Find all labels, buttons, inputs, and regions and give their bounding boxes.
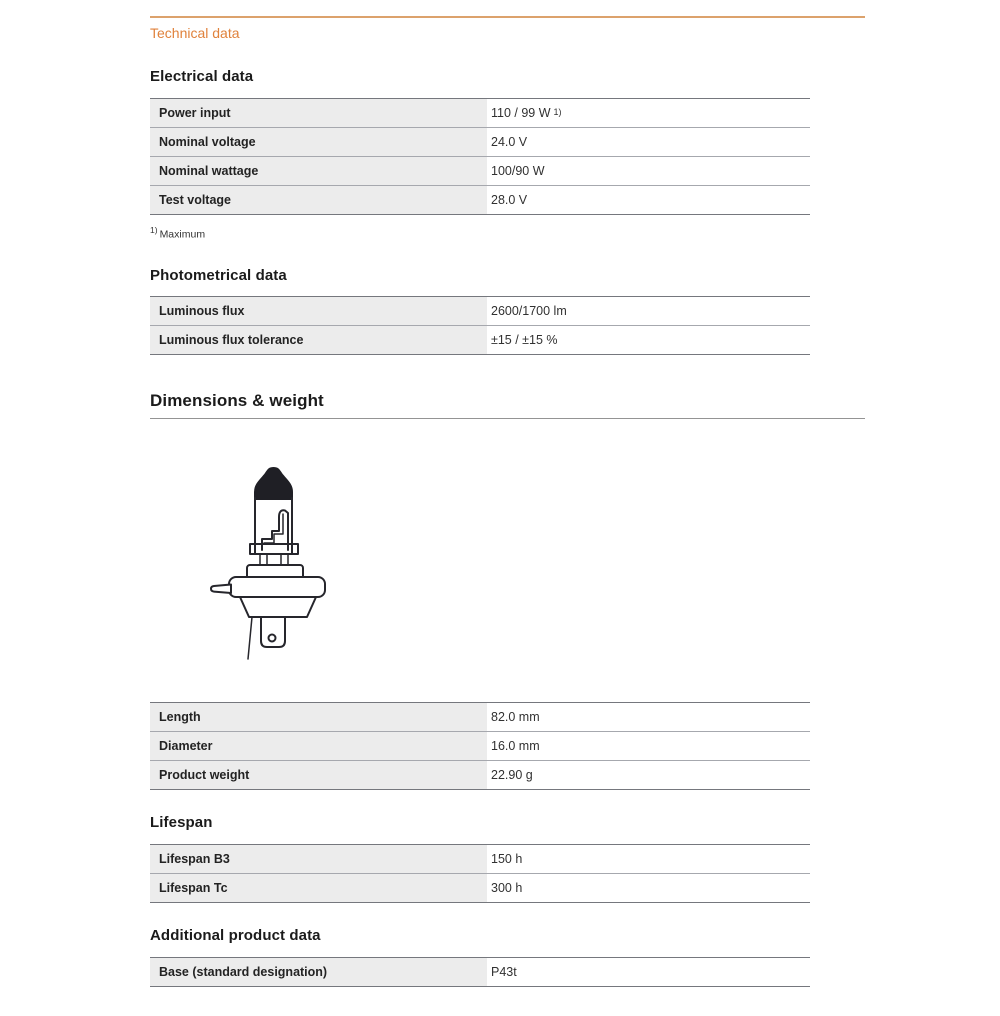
section-title-additional-product-data: Additional product data [150,926,321,944]
bulb-wire [248,617,252,659]
dimensions-table [150,702,810,790]
table-row-lifespan-tc [150,874,810,902]
row-label: Power input [150,99,487,127]
row-label: Product weight [150,761,487,789]
row-label: Base (standard designation) [150,958,487,986]
table-row-luminous-flux-tolerance [150,326,810,354]
table-row-product-weight [150,761,810,789]
bulb-flange [229,577,325,597]
row-value: 2600/1700 lm [491,303,567,318]
table-row-power-input [150,99,810,128]
row-label: Lifespan B3 [150,845,487,873]
electrical-data-table [150,98,810,215]
photometrical-data-table [150,296,810,355]
section-divider [150,418,865,419]
row-value: 300 h [491,880,523,895]
row-label: Luminous flux [150,297,487,325]
additional-product-data-table [150,957,810,987]
table-row-length [150,703,810,732]
footnote-marker: 1) [150,225,158,235]
row-label: Nominal voltage [150,128,487,156]
table-row-diameter [150,732,810,761]
row-label: Luminous flux tolerance [150,326,487,354]
bulb-glass [255,498,292,554]
footnote-text: Maximum [159,228,206,241]
lifespan-table [150,844,810,903]
row-value: ±15 / ±15 % [491,332,558,347]
bulb-tip [255,468,292,499]
row-value: 150 h [491,851,523,866]
technical-data-page [150,16,865,987]
bulb-crossbar [250,544,298,554]
section-title-lifespan: Lifespan [150,813,213,831]
table-row-luminous-flux [150,297,810,326]
bulb-base-hole [269,634,276,641]
row-label: Length [150,703,487,731]
section-title-electrical-data: Electrical data [150,68,254,85]
row-value: 16.0 mm [491,738,540,753]
row-value: 82.0 mm [491,709,540,724]
table-row-nominal-voltage [150,128,810,157]
footnote-maximum [150,223,865,242]
row-value: 28.0 V [491,193,528,207]
row-value: 24.0 V [491,135,528,149]
table-row-base-designation [150,958,810,986]
row-value: 22.90 g [491,767,533,782]
section-title-dimensions-weight: Dimensions & weight [150,390,324,410]
row-label: Test voltage [150,186,487,214]
bulb-body [240,597,316,617]
bulb-pins [260,554,288,565]
table-row-nominal-wattage [150,157,810,186]
row-value-text: 110 / 99 W [491,106,551,120]
h4-bulb-drawing-icon [200,456,360,671]
bulb-base [261,617,285,647]
table-row-lifespan-b3 [150,845,810,874]
footnote-marker: 1) [553,106,562,117]
row-value: 100/90 W [491,164,545,178]
table-row-test-voltage [150,186,810,214]
bulb-tab [211,584,231,593]
technical-data-tab[interactable]: Technical data [150,25,240,41]
row-value [487,99,810,127]
row-value: P43t [491,964,517,979]
row-label: Lifespan Tc [150,874,487,902]
section-title-photometrical-data: Photometrical data [150,266,287,284]
row-label: Diameter [150,732,487,760]
row-label: Nominal wattage [150,157,487,185]
accent-divider [150,16,865,18]
